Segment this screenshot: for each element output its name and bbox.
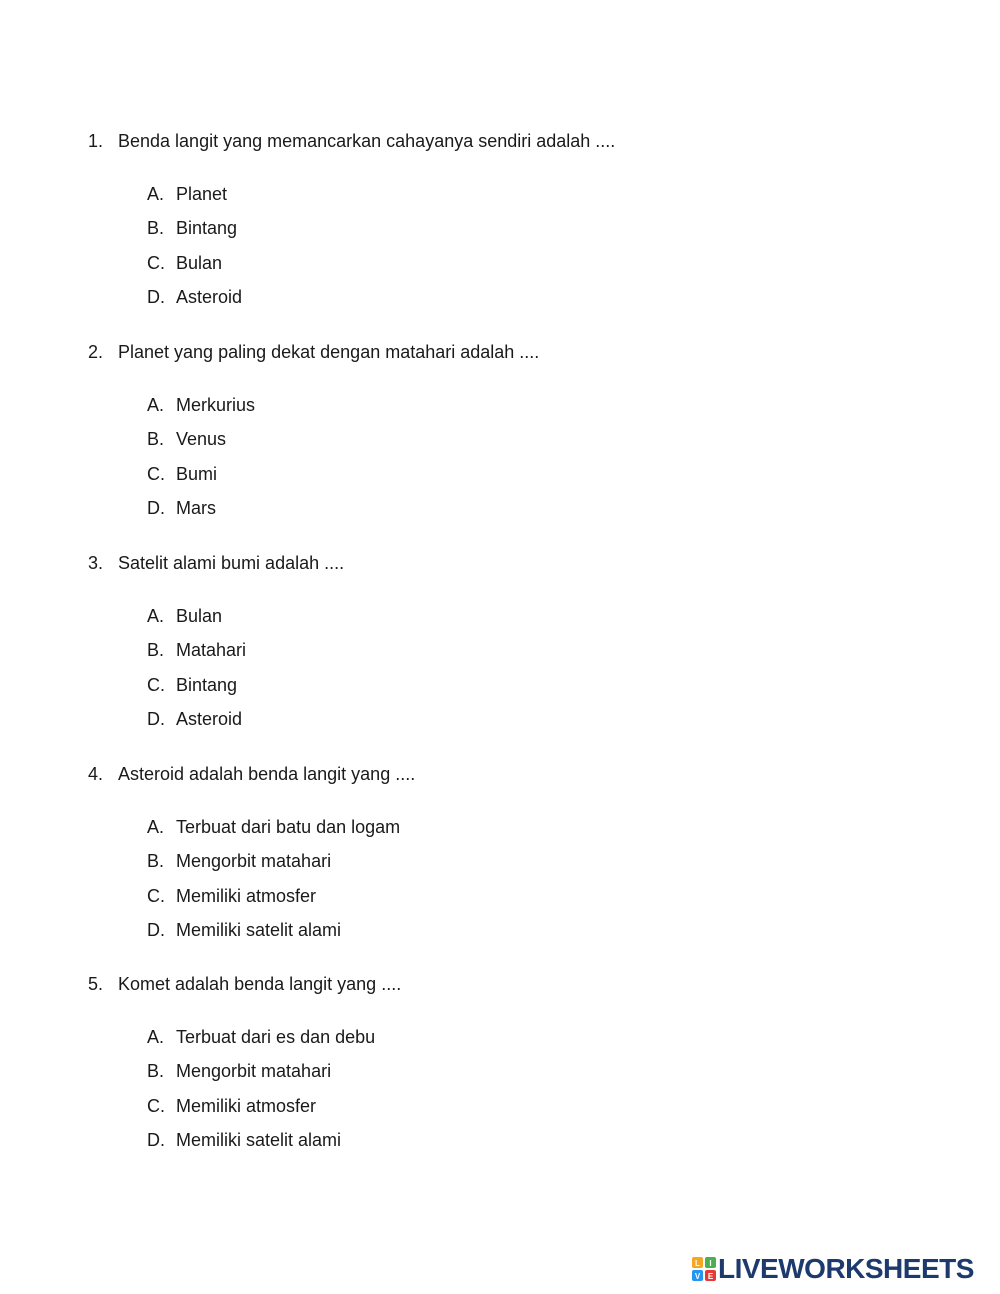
option-letter: B. xyxy=(147,640,165,660)
option-text: Venus xyxy=(176,429,227,449)
question-1 xyxy=(88,128,948,328)
option-letter: C. xyxy=(147,1096,165,1116)
question-2 xyxy=(88,339,948,539)
option-text: Planet xyxy=(176,184,228,204)
option-text: Mengorbit matahari xyxy=(176,851,332,871)
option-letter: B. xyxy=(147,1061,165,1081)
question-text: Benda langit yang memancarkan cahayanya sendiri adalah .... xyxy=(118,131,616,151)
option-text: Bulan xyxy=(176,253,223,273)
option-letter: D. xyxy=(147,920,165,940)
question-number: 1. xyxy=(88,131,104,151)
question-text: Komet adalah benda langit yang .... xyxy=(118,974,402,994)
option-text: Bumi xyxy=(176,464,218,484)
option-text: Mengorbit matahari xyxy=(176,1061,332,1081)
option-text: Memiliki atmosfer xyxy=(176,886,317,906)
option-text: Asteroid xyxy=(176,709,243,729)
option-letter: D. xyxy=(147,1130,165,1150)
question-number: 5. xyxy=(88,974,104,994)
option-letter: B. xyxy=(147,851,165,871)
liveworksheets-wordmark: LIVEWORKSHEETS xyxy=(718,1253,974,1284)
question-5 xyxy=(88,971,948,1171)
logo-mark-letter-3: V xyxy=(694,1272,701,1281)
question-text: Planet yang paling dekat dengan matahari adalah .... xyxy=(118,342,540,362)
option-letter: D. xyxy=(147,498,165,518)
question-3 xyxy=(88,550,948,750)
option-text: Memiliki satelit alami xyxy=(176,1130,342,1150)
option-text: Memiliki satelit alami xyxy=(176,920,342,940)
logo-mark-letter-4: E xyxy=(707,1272,714,1281)
option-letter: A. xyxy=(147,1027,165,1047)
option-text: Terbuat dari batu dan logam xyxy=(176,817,401,837)
question-text: Asteroid adalah benda langit yang .... xyxy=(118,764,416,784)
option-text: Mars xyxy=(176,498,216,518)
question-4 xyxy=(88,761,948,961)
option-letter: A. xyxy=(147,606,165,626)
option-text: Asteroid xyxy=(176,287,243,307)
liveworksheets-logo xyxy=(692,1255,992,1285)
option-letter: A. xyxy=(147,395,165,415)
option-letter: A. xyxy=(147,184,165,204)
option-letter: C. xyxy=(147,886,165,906)
option-letter: C. xyxy=(147,464,165,484)
option-letter: C. xyxy=(147,253,165,273)
option-text: Bintang xyxy=(176,218,238,238)
option-text: Merkurius xyxy=(176,395,256,415)
option-letter: B. xyxy=(147,218,165,238)
question-text: Satelit alami bumi adalah .... xyxy=(118,553,345,573)
option-letter: B. xyxy=(147,429,165,449)
option-text: Bintang xyxy=(176,675,238,695)
option-letter: D. xyxy=(147,287,165,307)
question-number: 3. xyxy=(88,553,104,573)
option-letter: D. xyxy=(147,709,165,729)
logo-mark-letter-2: I xyxy=(709,1259,712,1268)
option-text: Terbuat dari es dan debu xyxy=(176,1027,376,1047)
question-number: 4. xyxy=(88,764,104,784)
option-letter: A. xyxy=(147,817,165,837)
liveworksheets-mark-icon xyxy=(692,1257,716,1281)
option-letter: C. xyxy=(147,675,165,695)
option-text: Bulan xyxy=(176,606,223,626)
logo-mark-letter-1: L xyxy=(695,1259,700,1268)
option-text: Memiliki atmosfer xyxy=(176,1096,317,1116)
option-text: Matahari xyxy=(176,640,247,660)
question-number: 2. xyxy=(88,342,104,362)
